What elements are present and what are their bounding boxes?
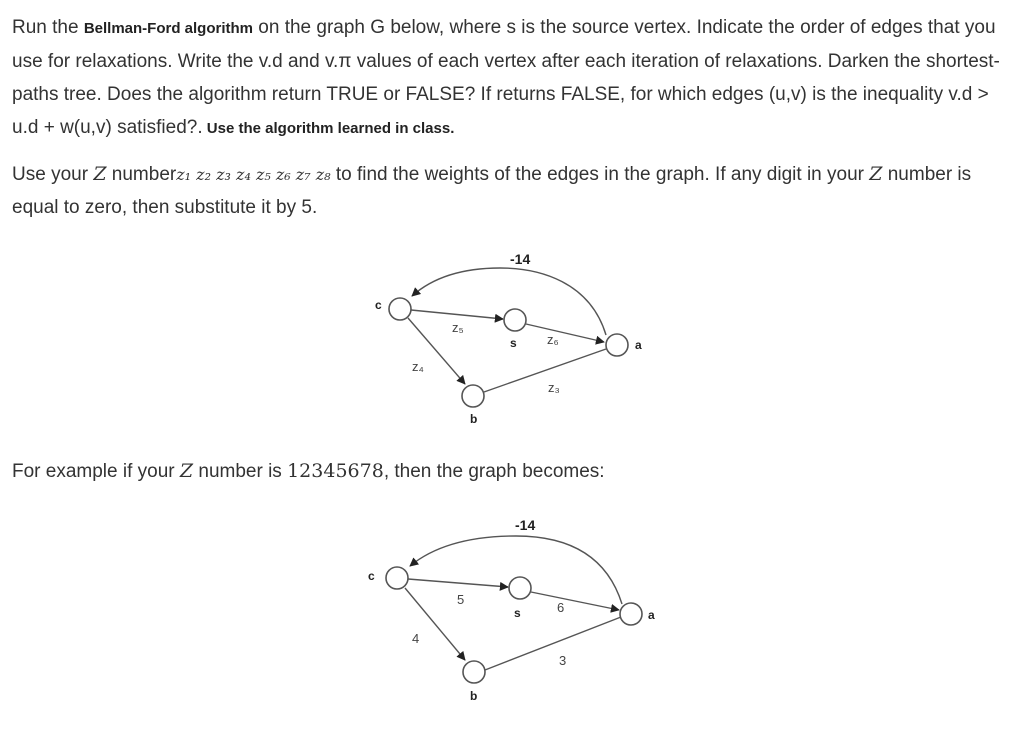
example-text-a: For example if your — [12, 461, 180, 482]
weight-b-to-a-example: 3 — [559, 653, 567, 668]
instr-text-c: to find the weights of the edges in the graph. If any digit in your — [330, 164, 870, 185]
graph-bottom — [368, 517, 655, 703]
z-symbol: Z — [93, 163, 107, 185]
weight-s-to-a-example: 6 — [557, 600, 565, 615]
algorithm-name: Bellman-Ford algorithm — [83, 20, 254, 37]
edge-s-to-a-example — [531, 592, 619, 610]
weight-c-to-s-example: 5 — [457, 592, 465, 607]
vertex-c-example — [386, 567, 408, 589]
example-z-number: 12345678 — [287, 460, 384, 482]
vertex-label-b-example: b — [470, 689, 478, 703]
vertex-label-c: c — [375, 298, 382, 312]
vertex-label-s: s — [510, 336, 517, 350]
weight-c-to-s: z₅ — [452, 320, 464, 335]
vertex-label-b: b — [470, 412, 478, 426]
z-symbol-2: Z — [869, 163, 883, 185]
example-text-b: number is — [193, 461, 288, 482]
problem-body: on the graph G below, where s is the source vertex. Indicate the order of edges that you use for relaxations. Write the v.d and v.π values of each vertex after each iteration of relaxations. Darken the shortest-paths tree. Does the algorithm return TRUE or FALSE? If returns FALSE, for which edges (u,v) is the inequality v.d > u.d + w(u,v) satisfied?. — [12, 17, 1000, 138]
weight-a-to-c: -14 — [510, 251, 531, 267]
weight-s-to-a: z₆ — [547, 332, 559, 347]
vertex-a — [606, 334, 628, 356]
edge-s-to-a — [526, 324, 604, 342]
example-text-c: , then the graph becomes: — [383, 461, 605, 482]
vertex-b — [462, 385, 484, 407]
example-z-symbol: Z — [179, 460, 194, 482]
z-digits: z₁ z₂ z₃ z₄ z₅ z₆ z₇ z₈ — [176, 165, 331, 184]
vertex-label-s-example: s — [514, 606, 521, 620]
edge-c-to-b-example — [405, 588, 465, 660]
weight-b-to-a: z₃ — [548, 380, 560, 395]
class-note: Use the algorithm learned in class. — [202, 120, 455, 137]
instr-text-a: Use your — [12, 164, 94, 185]
edge-b-to-a — [484, 349, 606, 392]
edge-c-to-s — [411, 310, 503, 319]
vertex-label-a-example: a — [648, 608, 655, 622]
vertex-a-example — [620, 603, 642, 625]
graph-top — [375, 251, 642, 426]
example-statement — [12, 455, 1014, 488]
vertex-s — [504, 309, 526, 331]
weight-c-to-b: z₄ — [412, 359, 424, 374]
vertex-b-example — [463, 661, 485, 683]
instr-text-b: number — [106, 164, 177, 185]
vertex-label-a: a — [635, 338, 642, 352]
instr-text-d: number is equal to zero, then substitute it by 5. — [12, 164, 972, 218]
weight-c-to-b-example: 4 — [412, 631, 420, 646]
intro-text: Run the — [12, 17, 84, 38]
edge-b-to-a-example — [485, 617, 621, 670]
weight-a-to-c-example: -14 — [515, 517, 536, 533]
vertex-s-example — [509, 577, 531, 599]
vertex-label-c-example: c — [368, 569, 375, 583]
edge-c-to-s-example — [408, 579, 508, 587]
vertex-c — [389, 298, 411, 320]
